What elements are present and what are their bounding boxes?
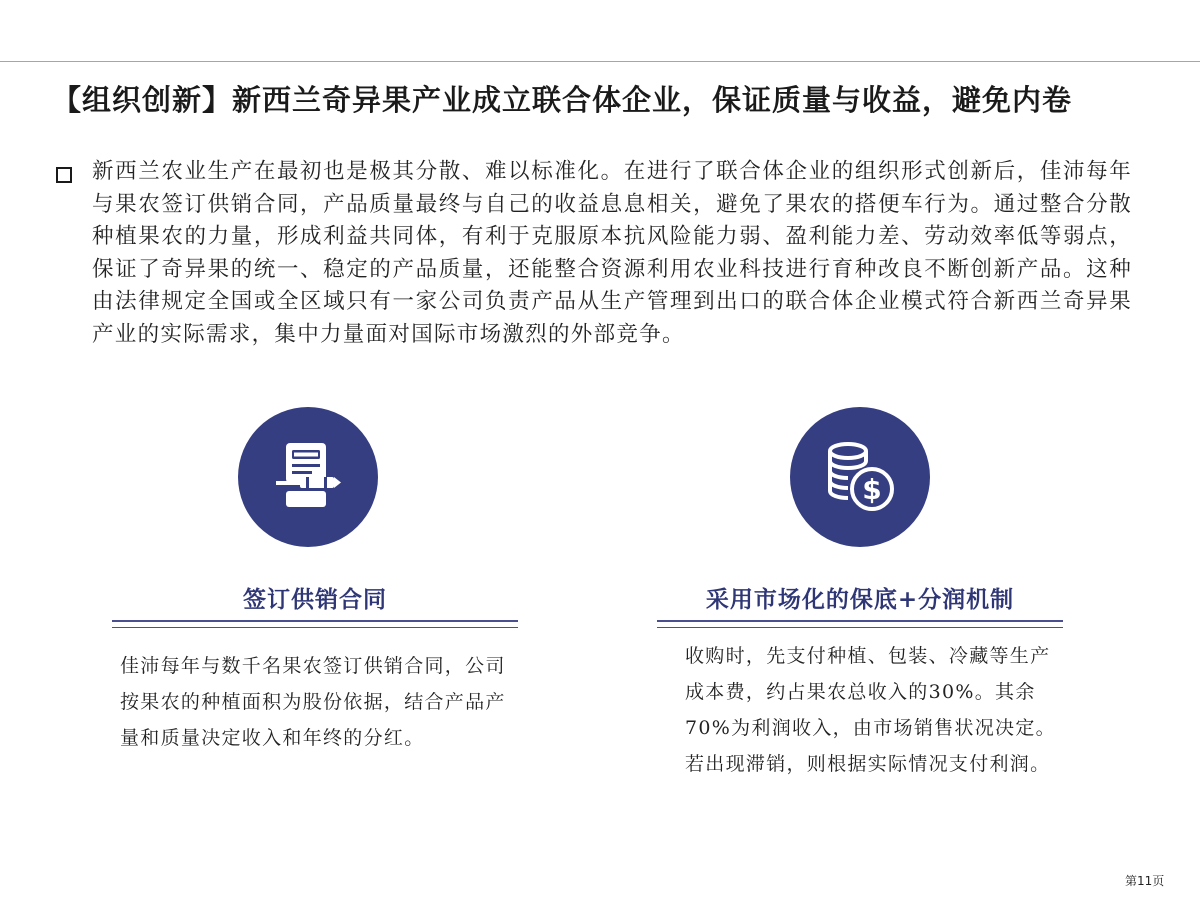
intro-paragraph: 新西兰农业生产在最初也是极其分散、难以标准化。在进行了联合体企业的组织形式创新后，佳沛每年与果农签订供销合同，产品质量最终与自己的收益息息相关，避免了果农的搭便车行为。通过整合分散种植果农的力量，形成利益共同体，有利于克服原本抗风险能力弱、盈利能力差、劳动效率低等弱点，保证了奇异果的统一、稳定的产品质量，还能整合资源利用农业科技进行育种改良不断创新产品。这种由法律规定全国或全区域只有一家公司负责产品从生产管理到出口的联合体企业模式符合新西兰奇异果产业的实际需求，集中力量面对国际市场激烈的外部竞争。 <box>92 159 1132 347</box>
slide-title: 【组织创新】新西兰奇异果产业成立联合体企业，保证质量与收益，避免内卷 <box>52 83 1073 117</box>
page-number: 第11页 <box>1125 874 1165 888</box>
card-text-contract: 佳沛每年与数千名果农签订供销合同，公司按果农的种植面积为股份依据，结合产品产量和质量决定收入和年终的分红。 <box>120 655 506 749</box>
contract-document-pen-icon <box>268 437 348 517</box>
heading-underline-left <box>112 620 518 628</box>
card-heading-contract: 签订供销合同 <box>243 586 387 613</box>
coins-dollar-icon <box>818 435 902 519</box>
svg-text:$: $ <box>862 473 882 506</box>
card-text-profit-mechanism: 收购时，先支付种植、包装、冷藏等生产成本费，约占果农总收入的30%。其余70%为利润收入，由市场销售状况决定。若出现滞销，则根据实际情况支付利润。 <box>685 645 1056 775</box>
contract-icon-circle <box>238 407 378 547</box>
square-bullet-icon <box>56 167 72 183</box>
coins-icon-circle <box>790 407 930 547</box>
top-divider <box>0 61 1200 62</box>
card-heading-profit-mechanism: 采用市场化的保底+分润机制 <box>705 586 1015 613</box>
heading-underline-right <box>657 620 1063 628</box>
